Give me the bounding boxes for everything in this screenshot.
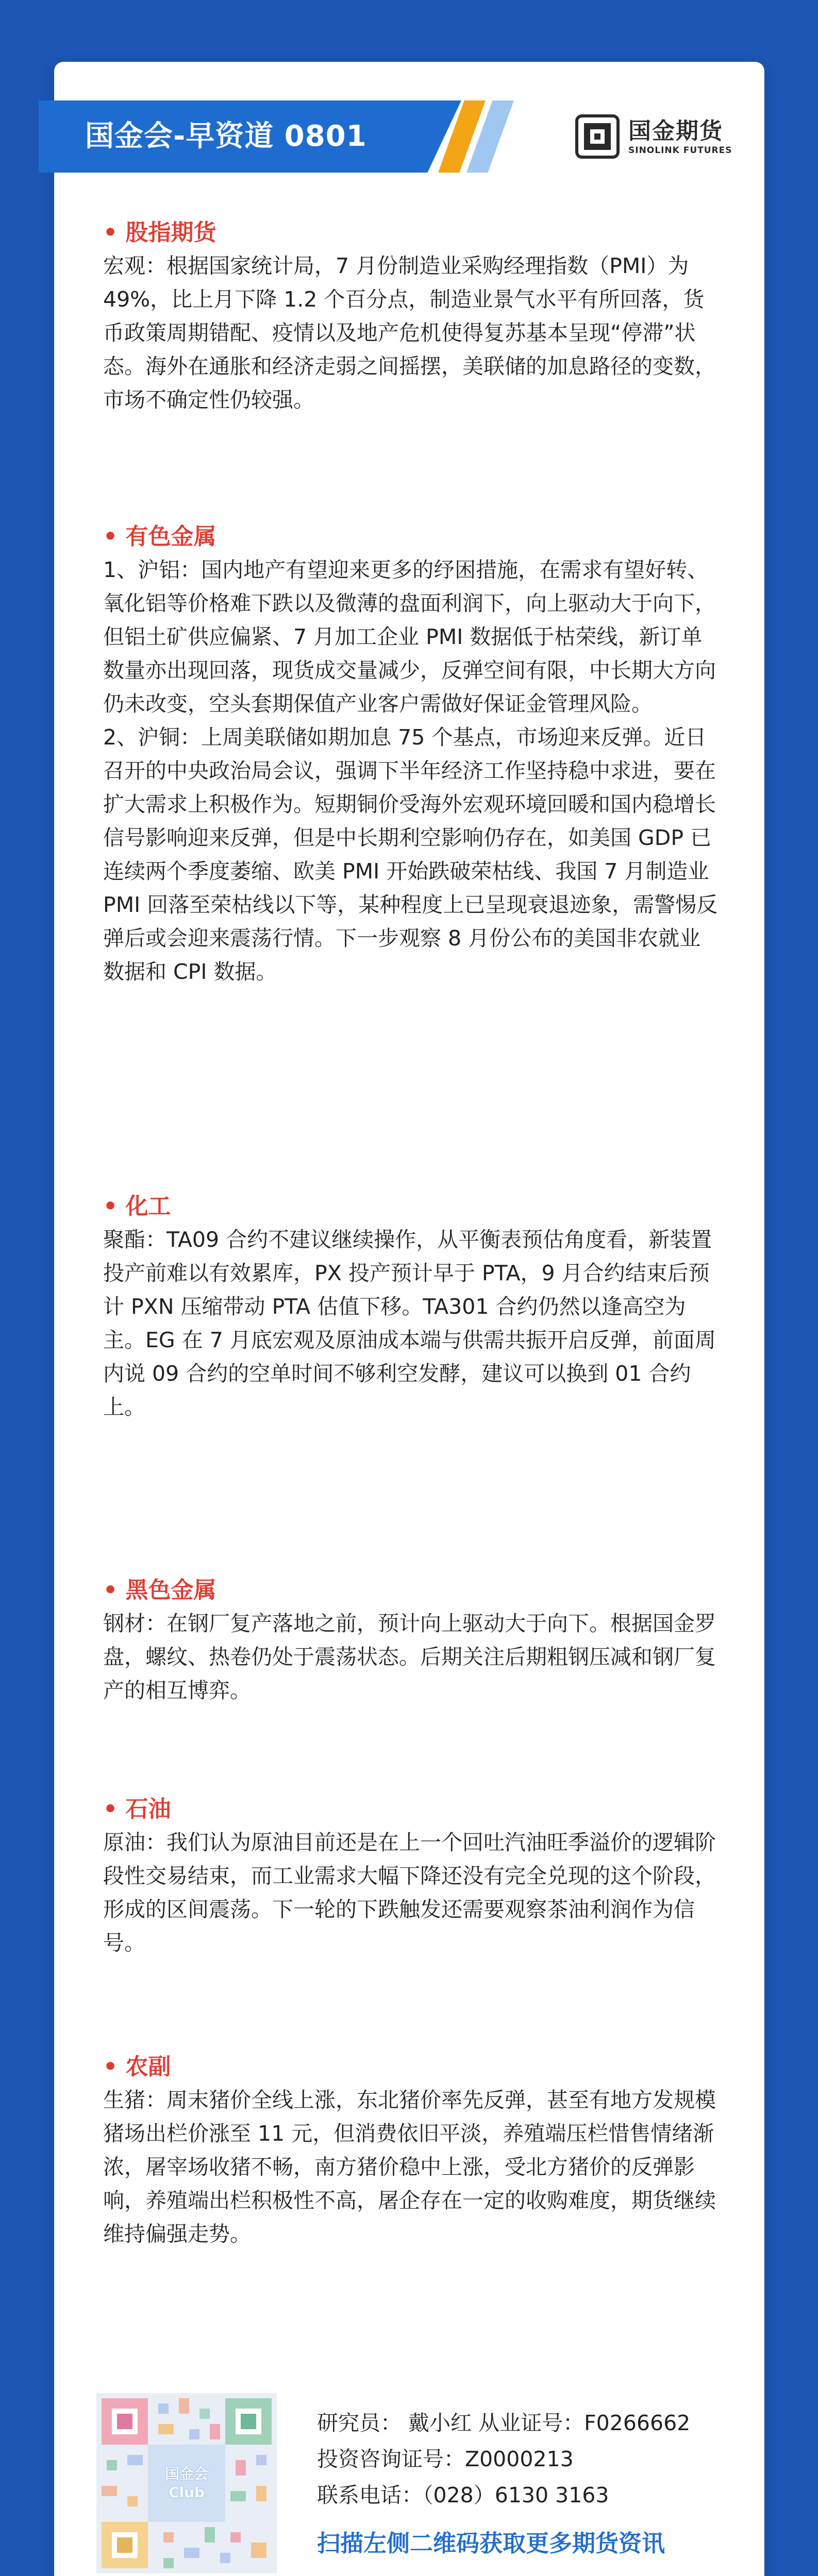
- page-header: [54, 100, 764, 173]
- sinolink-logo-icon: [575, 114, 620, 159]
- section-paragraph: 2、沪铜：上周美联储如期加息 75 个基点，市场迎来反弹。近日召开的中央政治局会议，强调下半年经济工作坚持稳中求进，要在扩大需求上积极作为。短期铜价受海外宏观环境回暖和国内稳增长信号影响迎来反弹，但是中长期利空影响仍存在，如美国 GDP 已连续两个季度萎缩、欧美 PMI 开始跌破荣枯线、我国 7 月制造业 PMI 回落至荣枯线以下等，某种程度上已呈现衰退迹象，需警惕反弹后或会迎来震荡行情。下一步观察 8 月份公布的美国非农就业数据和 CPI 数据。: [103, 725, 718, 984]
- section-paragraph: 宏观：根据国家统计局，7 月份制造业采购经理指数（PMI）为 49%，比上月下降 1.2 个百分点，制造业景气水平有所回落，货币政策周期错配、疫情以及地产危机使得复苏基本呈现“停滞”状态。海外在通胀和经济走弱之间摇摆，美联储的加息路径的变数，市场不确定性仍较强。: [103, 253, 716, 412]
- logo-name-en: SINOLINK FUTURES: [628, 145, 732, 156]
- phone-line: 联系电话：（028）6130 3163: [317, 2483, 609, 2507]
- section-paragraph: 生猪：周末猪价全线上涨，东北猪价率先反弹，甚至有地方发规模猪场出栏价涨至 11 元，但消费依旧平淡，养殖端压栏惜售情绪渐浓，屠宰场收猪不畅，南方猪价稳中上涨，受北方猪价的反弹影响，养殖端出栏积极性不高，屠企存在一定的收购难度，期货继续维持偏强走势。: [103, 2088, 716, 2246]
- section-title: • 股指期货: [103, 219, 216, 246]
- researcher-line: 研究员： 戴小红 从业证号：F0266662: [317, 2411, 691, 2435]
- section-title: • 化工: [103, 1193, 171, 1219]
- logo-name-cn: 国金期货: [628, 118, 723, 144]
- section-title: • 农副: [103, 2054, 171, 2080]
- page-title: 国金会-早资道 0801: [85, 120, 367, 153]
- qr-label-en: Club: [168, 2484, 205, 2501]
- section-title: • 黑色金属: [103, 1577, 216, 1603]
- section-paragraph: 1、沪铝：国内地产有望迎来更多的纾困措施，在需求有望好转、氧化铝等价格难下跌以及微薄的盘面利润下，向上驱动大于向下，但铝土矿供应偏紧、7 月加工企业 PMI 数据低于枯荣线，新订单数量亦出现回落，现货成交量减少，反弹空间有限，中长期大方向仍未改变，空头套期保值产业客户需做好保证金管理风险。: [103, 557, 716, 716]
- section-paragraph: 钢材：在钢厂复产落地之前，预计向上驱动大于向下。根据国金罗盘，螺纹、热卷仍处于震荡状态。后期关注后期粗钢压减和钢厂复产的相互博弈。: [103, 1611, 716, 1703]
- section-title: • 有色金属: [103, 523, 216, 550]
- qr-code[interactable]: [96, 2393, 277, 2573]
- section-oil: [103, 1793, 722, 1960]
- section-agricultural: [103, 2050, 722, 2251]
- section-paragraph: 聚酯：TA09 合约不建议继续操作，从平衡表预估角度看，新装置投产前难以有效累库，PX 投产预计早于 PTA，9 月合约结束后预计 PXN 压缩带动 PTA 估值下移。TA301 合约仍然以逢高空为主。EG 在 7 月底宏观及原油成本端与供需共振开启反弹，前面周内说 09 合约的空单时间不够利空发酵，建议可以换到 01 合约上。: [103, 1227, 716, 1419]
- section-ferrous: [103, 1574, 722, 1707]
- section-nonferrous: [103, 520, 722, 989]
- qr-center-badge: [148, 2445, 225, 2522]
- section-chemical: [103, 1190, 722, 1424]
- contact-info: [317, 2405, 729, 2558]
- company-logo: [575, 112, 732, 161]
- scan-prompt: 扫描左侧二维码获取更多期货资讯: [317, 2530, 665, 2557]
- section-title: • 石油: [103, 1796, 171, 1822]
- section-paragraph: 原油：我们认为原油目前还是在上一个回吐汽油旺季溢价的逻辑阶段性交易结束，而工业需求大幅下降还没有完全兑现的这个阶段，形成的区间震荡。下一轮的下跌触发还需要观察茶油利润作为信号。: [103, 1830, 716, 1955]
- section-stock-index: [103, 216, 722, 417]
- license-line: 投资咨询证号：Z0000213: [317, 2447, 574, 2471]
- qr-label-cn: 国金会: [164, 2465, 208, 2482]
